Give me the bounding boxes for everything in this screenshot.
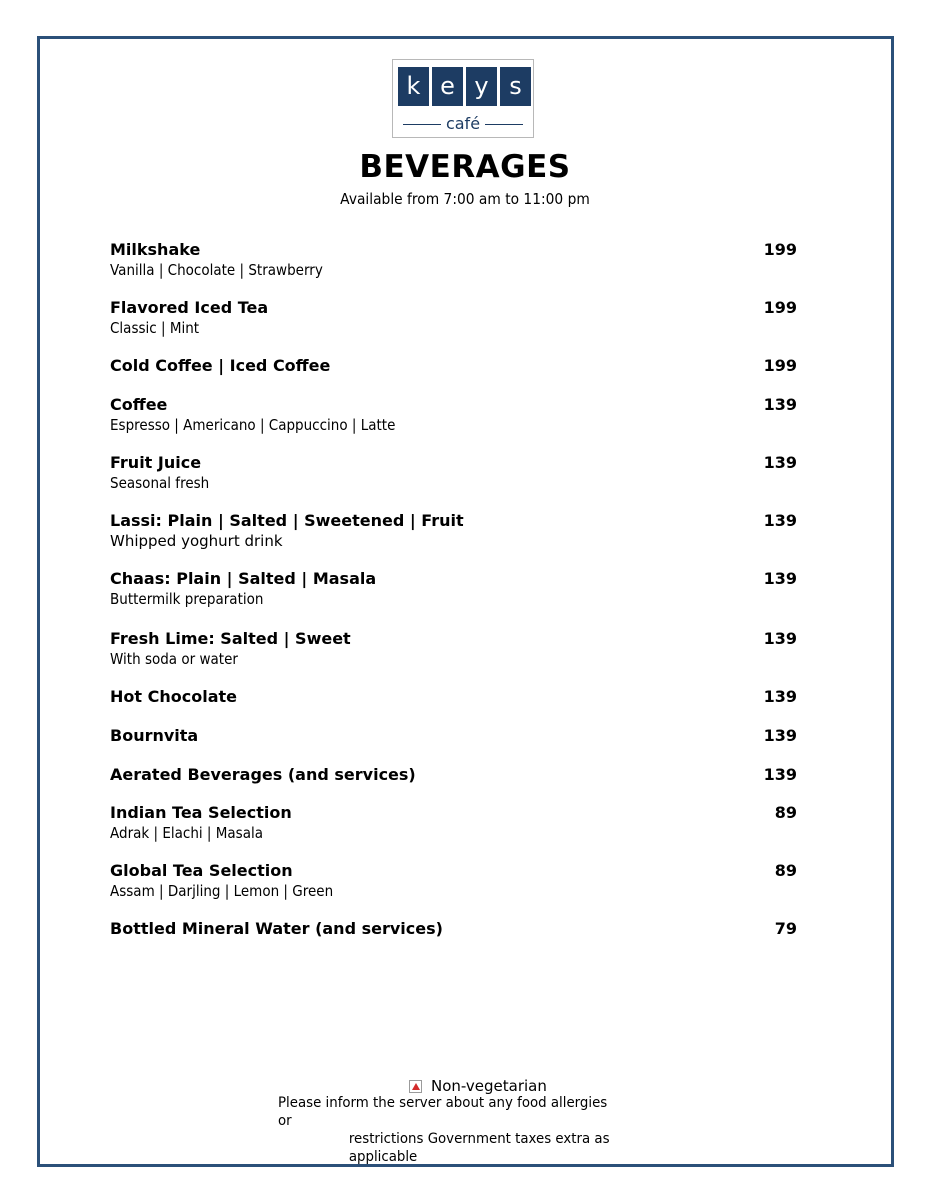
item-description: Assam | Darjling | Lemon | Green [110, 882, 334, 900]
item-description: Vanilla | Chocolate | Strawberry [110, 261, 323, 279]
menu-item [110, 765, 797, 785]
logo-letter: y [466, 67, 497, 106]
menu-item [110, 687, 797, 707]
item-price: 139 [763, 687, 797, 706]
item-name: Fresh Lime: Salted | Sweet [110, 629, 351, 648]
non-veg-label: Non-vegetarian [431, 1077, 547, 1095]
item-price: 89 [774, 861, 797, 880]
item-description: Adrak | Elachi | Masala [110, 824, 264, 842]
logo-letter: k [398, 67, 429, 106]
item-description: Espresso | Americano | Cappuccino | Latte [110, 416, 396, 434]
menu-item [110, 726, 797, 746]
availability-note: Available from 7:00 am to 11:00 pm [340, 190, 590, 208]
item-name: Cold Coffee | Iced Coffee [110, 356, 331, 375]
menu-item [110, 511, 797, 551]
menu-item [110, 395, 797, 435]
item-price: 139 [763, 511, 797, 530]
menu-item [110, 803, 797, 843]
note-line: applicable [348, 1149, 418, 1165]
menu-item [110, 569, 797, 609]
item-price: 199 [763, 240, 797, 259]
item-price: 139 [763, 453, 797, 472]
item-price: 89 [774, 803, 797, 822]
item-name: Global Tea Selection [110, 861, 293, 880]
item-name: Bournvita [110, 726, 199, 745]
item-price: 139 [763, 765, 797, 784]
menu-item [110, 453, 797, 493]
item-description: Seasonal fresh [110, 474, 210, 492]
menu-item [110, 240, 797, 280]
item-name: Chaas: Plain | Salted | Masala [110, 569, 377, 588]
logo-cafe-text: café [445, 114, 481, 133]
item-name: Milkshake [110, 240, 201, 259]
allergy-tax-note [278, 1094, 618, 1166]
item-name: Flavored Iced Tea [110, 298, 269, 317]
menu-item [110, 298, 797, 338]
item-price: 199 [763, 298, 797, 317]
item-name: Coffee [110, 395, 168, 414]
item-description: Classic | Mint [110, 319, 200, 337]
keys-cafe-logo [392, 59, 534, 138]
logo-letter: e [432, 67, 463, 106]
menu-item [110, 356, 797, 376]
item-description: Whipped yoghurt drink [110, 532, 283, 550]
logo-rule-left [403, 124, 441, 125]
item-name: Lassi: Plain | Salted | Sweetened | Fruit [110, 511, 464, 530]
menu-item [110, 629, 797, 669]
item-price: 139 [763, 569, 797, 588]
menu-item [110, 861, 797, 901]
item-price: 79 [774, 919, 797, 938]
item-name: Bottled Mineral Water (and services) [110, 919, 443, 938]
menu-item [110, 919, 797, 939]
item-description: With soda or water [110, 650, 238, 668]
item-price: 139 [763, 726, 797, 745]
item-description: Buttermilk preparation [110, 590, 264, 608]
item-price: 139 [763, 395, 797, 414]
logo-rule-right [485, 124, 523, 125]
item-name: Aerated Beverages (and services) [110, 765, 416, 784]
item-price: 199 [763, 356, 797, 375]
item-name: Hot Chocolate [110, 687, 237, 706]
page-title: BEVERAGES [359, 149, 571, 185]
note-line: Please inform the server about any food allergies or [278, 1095, 608, 1129]
item-name: Fruit Juice [110, 453, 202, 472]
note-line: restrictions Government taxes extra as [348, 1131, 610, 1147]
item-name: Indian Tea Selection [110, 803, 292, 822]
non-veg-legend [409, 1077, 547, 1095]
item-price: 139 [763, 629, 797, 648]
logo-letter: s [500, 67, 531, 106]
non-veg-triangle-icon [409, 1080, 422, 1093]
